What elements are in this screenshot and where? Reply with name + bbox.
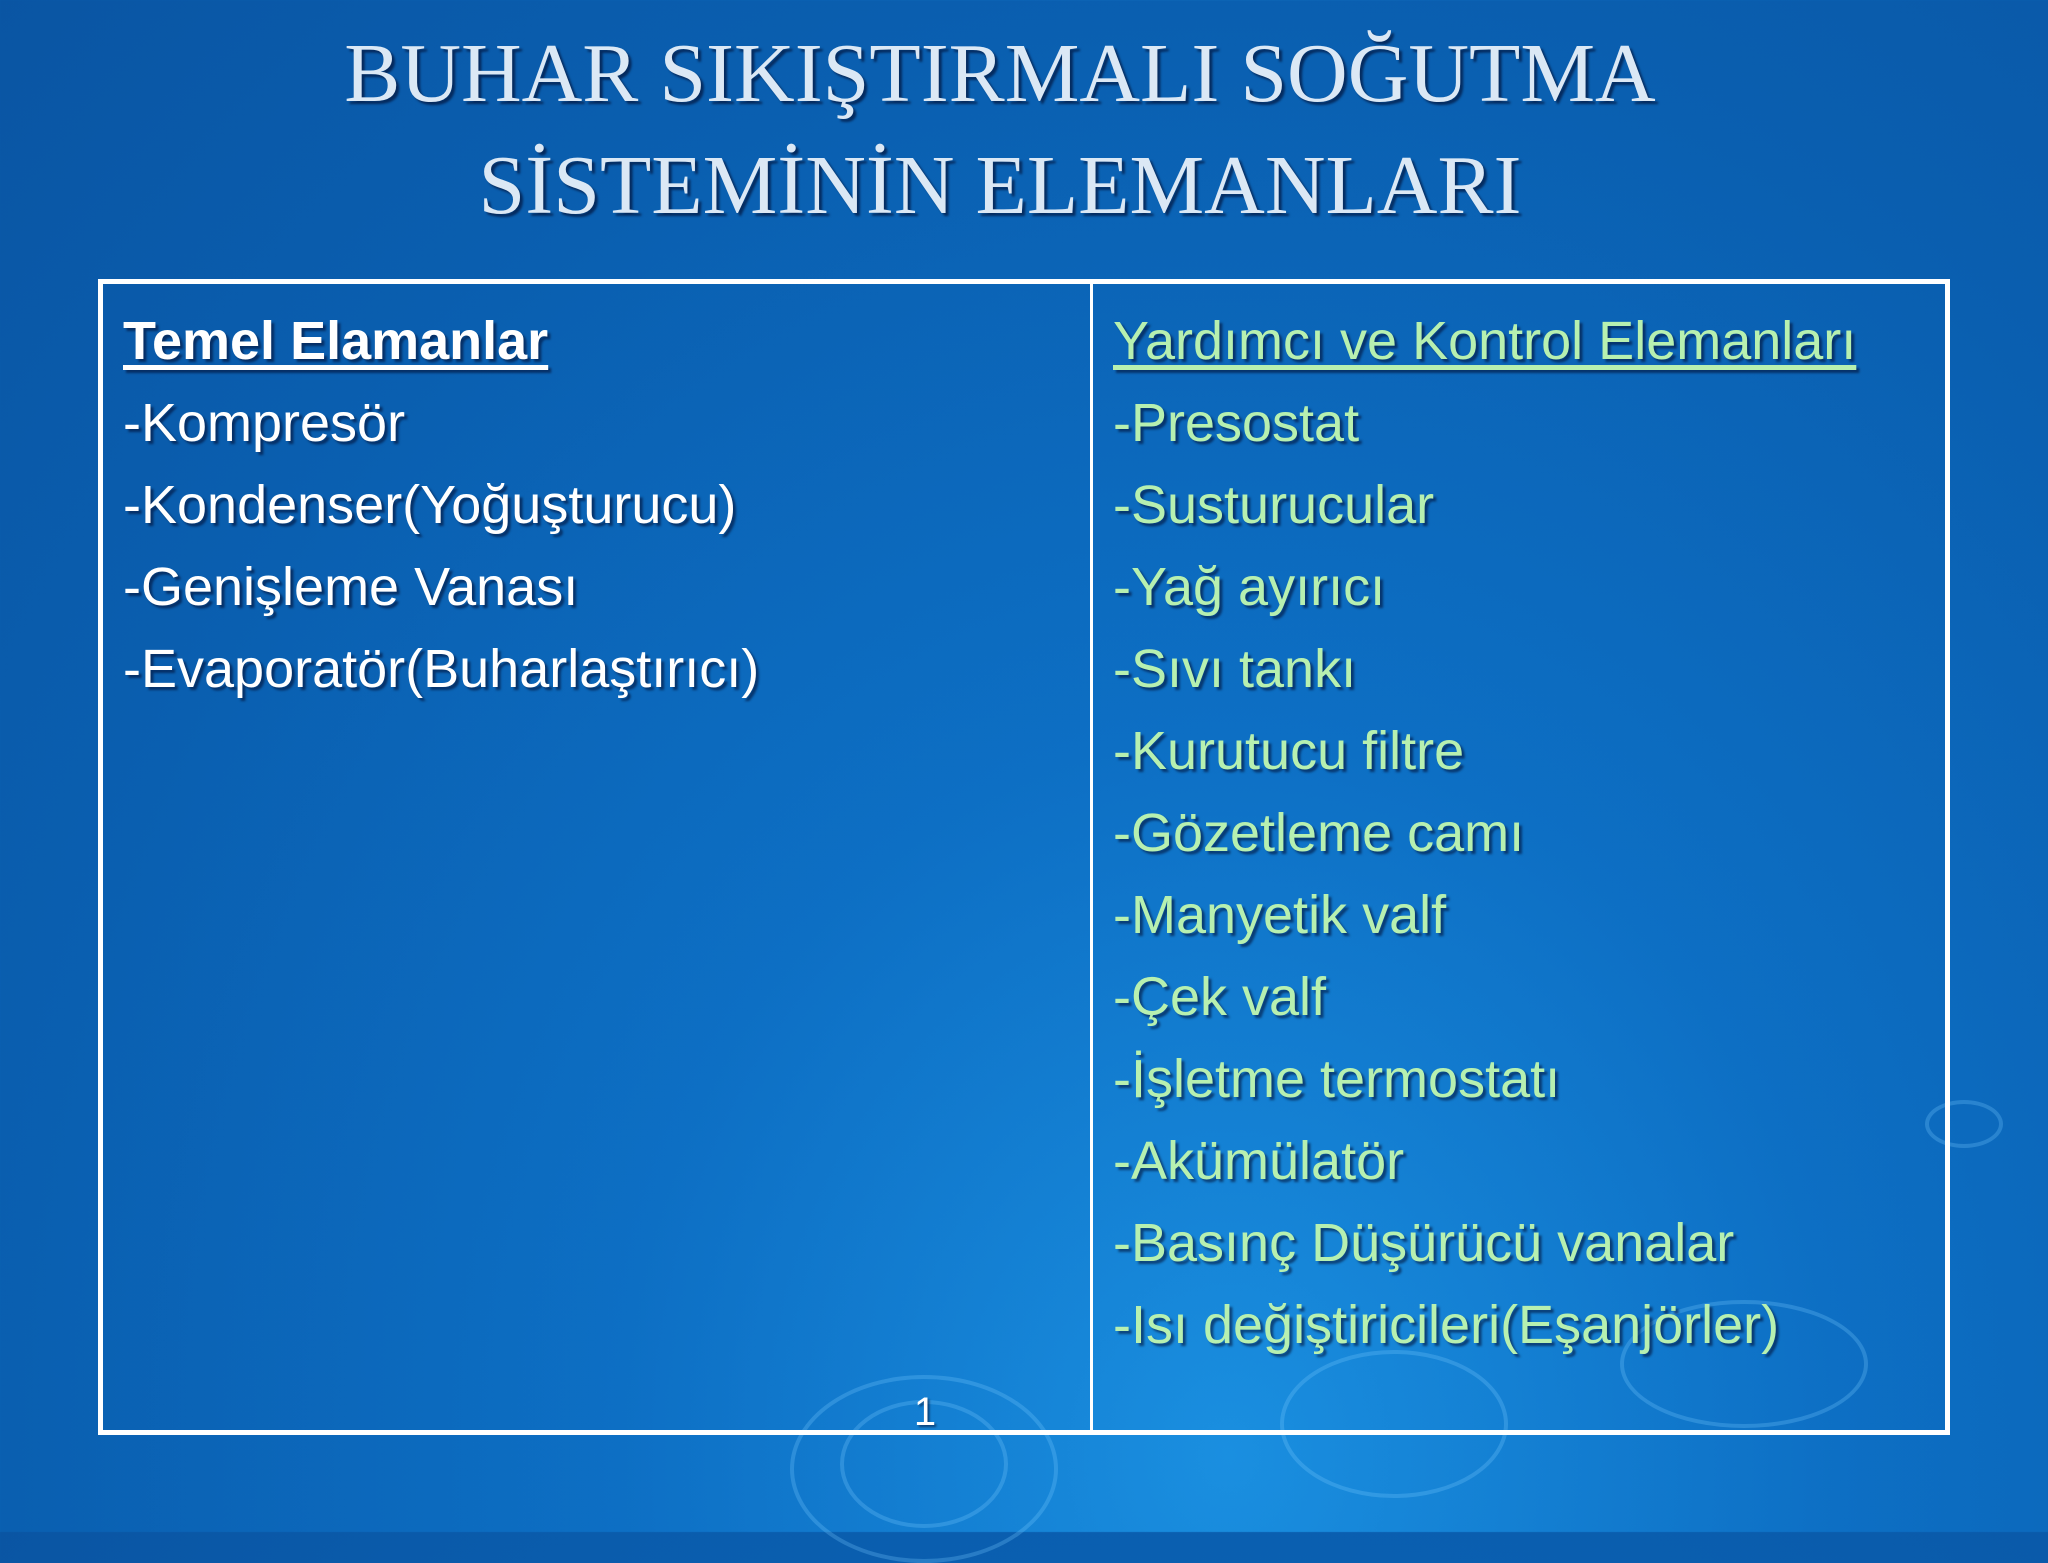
title-line-1: BUHAR SIKIŞTIRMALI SOĞUTMA (344, 27, 1656, 120)
components-table (98, 279, 1950, 1435)
title-line-2: SİSTEMİNİN ELEMANLARI (478, 139, 1522, 232)
list-item: -Genişleme Vanası (123, 557, 579, 617)
list-item: -İşletme termostatı (1113, 1049, 1561, 1109)
list-item: -Kompresör (123, 393, 406, 453)
list-item: -Evaporatör(Buharlaştırıcı) (123, 639, 760, 699)
list-item: -Sıvı tankı (1113, 639, 1357, 699)
basic-elements-heading: Temel Elamanlar (123, 311, 549, 371)
list-item: -Kondenser(Yoğuşturucu) (123, 475, 737, 535)
list-item: -Akümülatör (1113, 1131, 1405, 1191)
list-item: -Kurutucu filtre (1113, 721, 1465, 781)
list-item: -Basınç Düşürücü vanalar (1113, 1213, 1735, 1273)
auxiliary-elements-heading: Yardımcı ve Kontrol Elemanları (1113, 311, 1857, 371)
list-item: -Gözetleme camı (1113, 803, 1525, 863)
list-item: -Manyetik valf (1113, 885, 1447, 945)
page-number: 1 (913, 1390, 937, 1434)
list-item: -Çek valf (1113, 967, 1327, 1027)
list-item: -Presostat (1113, 393, 1360, 453)
slide-title (0, 18, 2000, 242)
list-item: -Isı değiştiricileri(Eşanjörler) (1113, 1295, 1780, 1355)
basic-elements-column (123, 300, 759, 710)
list-item: -Susturucular (1113, 475, 1435, 535)
column-divider (1090, 284, 1093, 1430)
auxiliary-control-elements-column (1113, 300, 1856, 1366)
list-item: -Yağ ayırıcı (1113, 557, 1386, 617)
